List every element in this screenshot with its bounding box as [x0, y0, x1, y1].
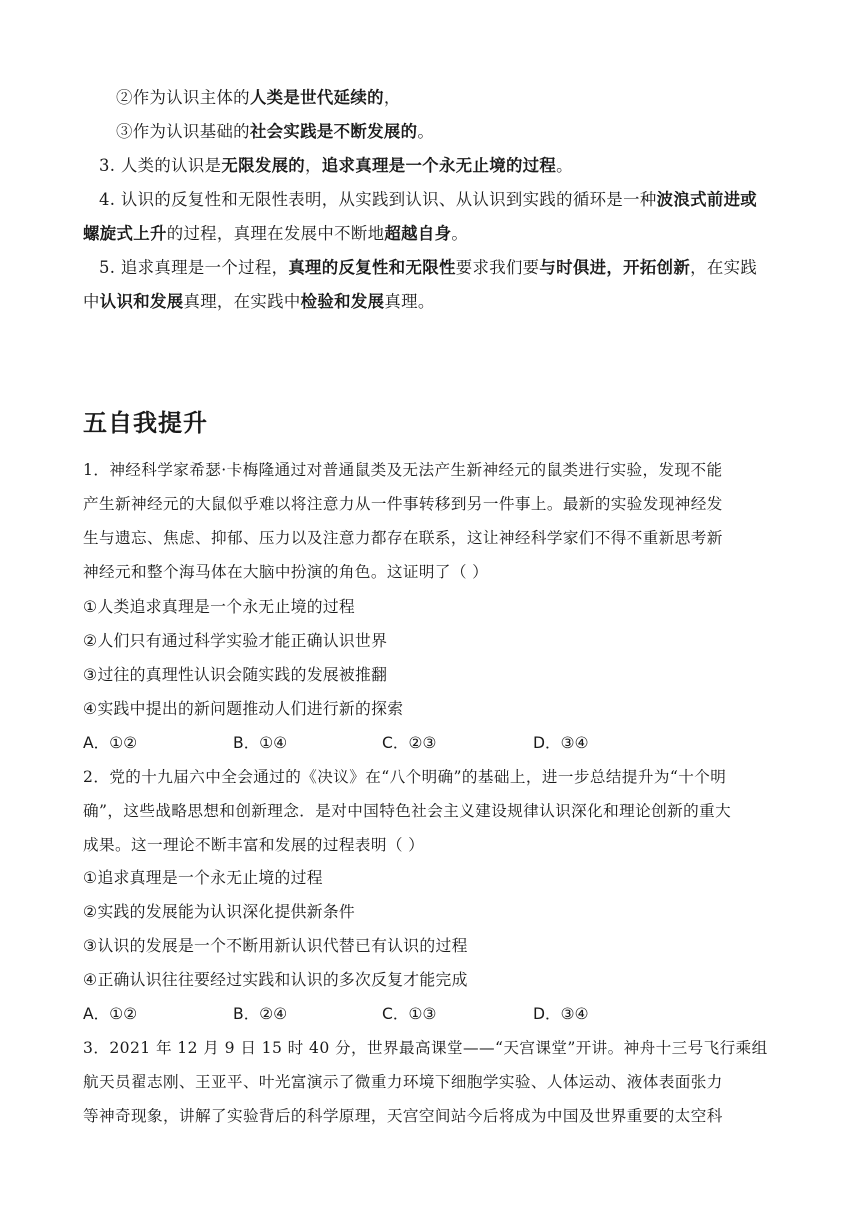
- q3-stem-line-1: 3．2021 年 12 月 9 日 15 时 40 分，世界最高课堂——“天宫课堂”开讲。神舟十三号飞行乘组: [83, 1039, 768, 1057]
- q1-choice-d: D．③④: [533, 734, 589, 752]
- q2-option-3: ③认识的发展是一个不断用新认识代替已有认识的过程: [83, 936, 468, 955]
- q1-stem-line-3: 生与遗忘、焦虑、抑郁、压力以及注意力都存在联系，这让神经科学家们不得不重新思考新: [83, 529, 723, 547]
- q2-choice-a: A．①②: [83, 1005, 138, 1023]
- q1-choice-a: A．①②: [83, 734, 138, 752]
- section-title: 五自我提升: [83, 409, 208, 437]
- q1-option-1: ①人类追求真理是一个永无止境的过程: [83, 597, 356, 616]
- paragraph-point-4-line-1: 4. 认识的反复性和无限性表明，从实践到认识、从认识到实践的循环是一种波浪式前进或: [99, 190, 758, 209]
- q2-stem-line-3: 成果。这一理论不断丰富和发展的过程表明（ ）: [83, 836, 425, 854]
- q1-option-3: ③过往的真理性认识会随实践的发展被推翻: [83, 665, 388, 684]
- q2-option-2: ②实践的发展能为认识深化提供新条件: [83, 902, 356, 921]
- q3-stem-line-3: 等神奇现象，讲解了实验背后的科学原理，天宫空间站今后将成为中国及世界重要的太空科: [83, 1107, 723, 1125]
- q1-stem-line-4: 神经元和整个海马体在大脑中扮演的角色。这证明了（ ）: [83, 563, 489, 581]
- paragraph-point-4-line-2: 螺旋式上升的过程，真理在发展中不断地超越自身。: [83, 224, 469, 243]
- q2-stem-line-1: 2．党的十九届六中全会通过的《决议》在“八个明确”的基础上，进一步总结提升为“十个明: [83, 768, 727, 786]
- q3-stem-line-2: 航天员翟志刚、王亚平、叶光富演示了微重力环境下细胞学实验、人体运动、液体表面张力: [83, 1073, 723, 1091]
- q2-option-4: ④正确认识往往要经过实践和认识的多次反复才能完成: [83, 970, 468, 989]
- paragraph-point-3: 3. 人类的认识是无限发展的，追求真理是一个永无止境的过程。: [99, 156, 573, 175]
- q1-choice-c: C．②③: [382, 734, 437, 752]
- q1-stem-line-1: 1．神经科学家希瑟·卡梅隆通过对普通鼠类及无法产生新神经元的鼠类进行实验，发现不能: [83, 461, 723, 479]
- q2-stem-line-2: 确”，这些战略思想和创新理念．是对中国特色社会主义建设规律认识深化和理论创新的重大: [83, 802, 732, 820]
- q1-stem-line-2: 产生新神经元的大鼠似乎难以将注意力从一件事转移到另一件事上。最新的实验发现神经发: [83, 495, 723, 513]
- paragraph-point-5-line-2: 中认识和发展真理，在实践中检验和发展真理。: [83, 292, 435, 311]
- q2-option-1: ①追求真理是一个永无止境的过程: [83, 868, 323, 887]
- q2-choice-c: C．①③: [382, 1005, 437, 1023]
- q1-option-2: ②人们只有通过科学实验才能正确认识世界: [83, 631, 388, 650]
- q2-choices: [83, 1002, 783, 1026]
- paragraph-subject: ②作为认识主体的人类是世代延续的，: [116, 88, 401, 107]
- q2-choice-b: B．②④: [233, 1005, 288, 1023]
- q1-choice-b: B．①④: [233, 734, 288, 752]
- paragraph-practice: ③作为认识基础的社会实践是不断发展的。: [116, 122, 435, 141]
- paragraph-point-5-line-1: 5. 追求真理是一个过程，真理的反复性和无限性要求我们要与时俱进，开拓创新，在实践: [99, 258, 758, 277]
- q1-option-4: ④实践中提出的新问题推动人们进行新的探索: [83, 699, 404, 718]
- q1-choices: [83, 731, 783, 755]
- q2-choice-d: D．③④: [533, 1005, 589, 1023]
